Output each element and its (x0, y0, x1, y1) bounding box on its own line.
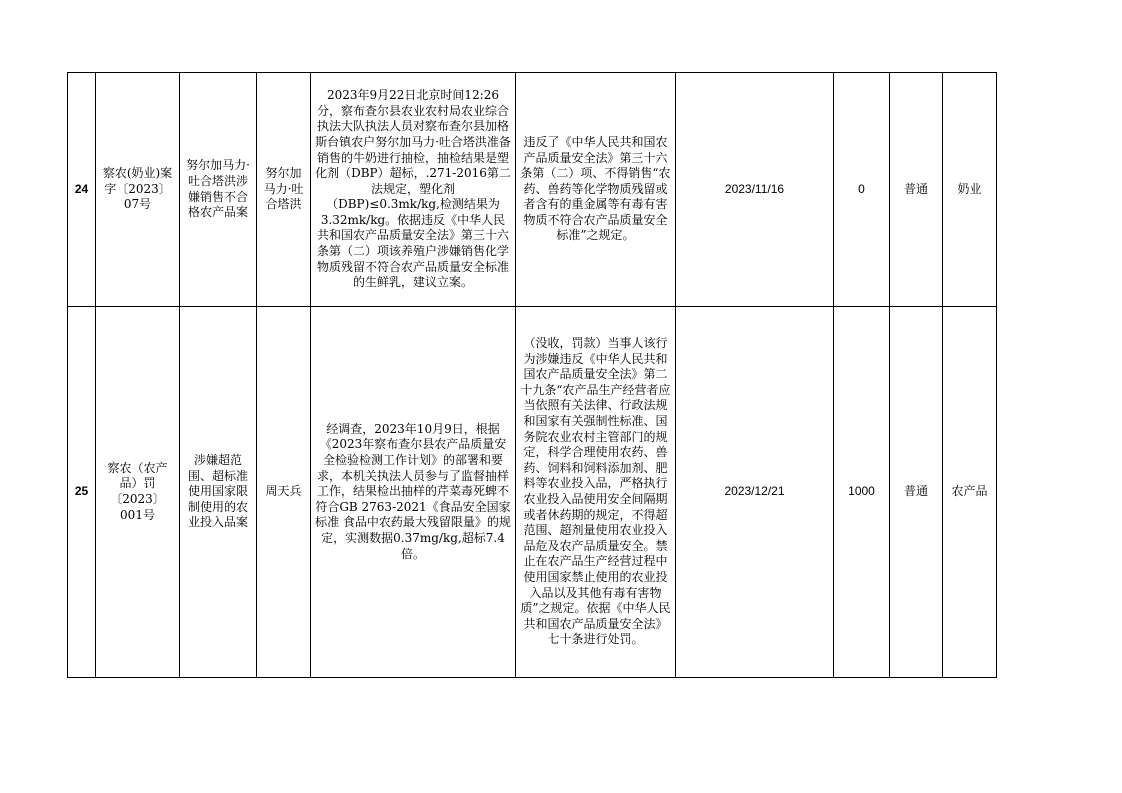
penalty-amount: 1000 (834, 307, 890, 678)
legal-basis: （没收，罚款）当事人该行为涉嫌违反《中华人民共和国农产品质量安全法》第二十九条“农产品生产经营者应当依照有关法律、行政法规和国家有关强制性标准、国务院农业农村主管部门的规定，科学合理使用农药、兽药、饲料和饲料添加剂、肥料等农业投入品，严格执行农业投入品使用安全间隔期或者休药期的规定，不得超范围、超剂量使用农业投入品危及农产品质量安全。禁止在农产品生产经营过程中使用国家禁止使用的农业投入品以及其他有毒有害物质”之规定。依据《中华人民共和国农产品质量安全法》七十条进行处罚。 (516, 307, 676, 678)
decision-date: 2023/11/16 (676, 73, 834, 307)
case-number: 察农（农产品）罚〔2023〕001号 (96, 307, 180, 678)
table-row (68, 307, 997, 678)
case-category: 农产品 (943, 307, 997, 678)
table-row (68, 73, 997, 307)
case-facts: 经调查，2023年10月9日，根据《2023年察布查尔县农产品质量安全检验检测工作计划》的部署和要求，本机关执法人员参与了监督抽样工作，结果检出抽样的芹菜毒死蜱不符合GB 2763-2021《食品安全国家标准 食品中农药最大残留限量》的规定，实测数据0.37mg/kg,超标7.4倍。 (311, 307, 516, 678)
procedure-type: 普通 (890, 307, 943, 678)
procedure-type: 普通 (890, 73, 943, 307)
case-facts: 2023年9月22日北京时间12:26分，察布查尔县农业农村局农业综合执法大队执法人员对察布查尔县加格斯台镇农户努尔加马力·吐合塔洪准备销售的牛奶进行抽检，抽检结果是塑化剂（DBP）超标，.271-2016第二法规定，塑化剂（DBP)≤0.3mk/kg,检测结果为3.32mk/kg。依据违反《中华人民共和国农产品质量安全法》第三十六条第（二）项该养殖户涉嫌销售化学物质残留不符合农产品质量安全标准的生鲜乳，建议立案。 (311, 73, 516, 307)
decision-date: 2023/12/21 (676, 307, 834, 678)
case-name: 努尔加马力·吐合塔洪涉嫌销售不合格农产品案 (180, 73, 257, 307)
party-name: 努尔加马力·吐合塔洪 (257, 73, 311, 307)
legal-basis: 违反了《中华人民共和国农产品质量安全法》第三十六条第（二）项、不得销售“农药、兽药等化学物质残留或者含有的重金属等有毒有害物质不符合农产品质量安全标准”之规定。 (516, 73, 676, 307)
row-index: 25 (68, 307, 96, 678)
row-index: 24 (68, 73, 96, 307)
penalty-amount: 0 (834, 73, 890, 307)
party-name: 周天兵 (257, 307, 311, 678)
case-number: 察农(奶业)案字〔2023〕07号 (96, 73, 180, 307)
penalty-records-table (67, 72, 997, 678)
case-category: 奶业 (943, 73, 997, 307)
case-name: 涉嫌超范围、超标准使用国家限制使用的农业投入品案 (180, 307, 257, 678)
